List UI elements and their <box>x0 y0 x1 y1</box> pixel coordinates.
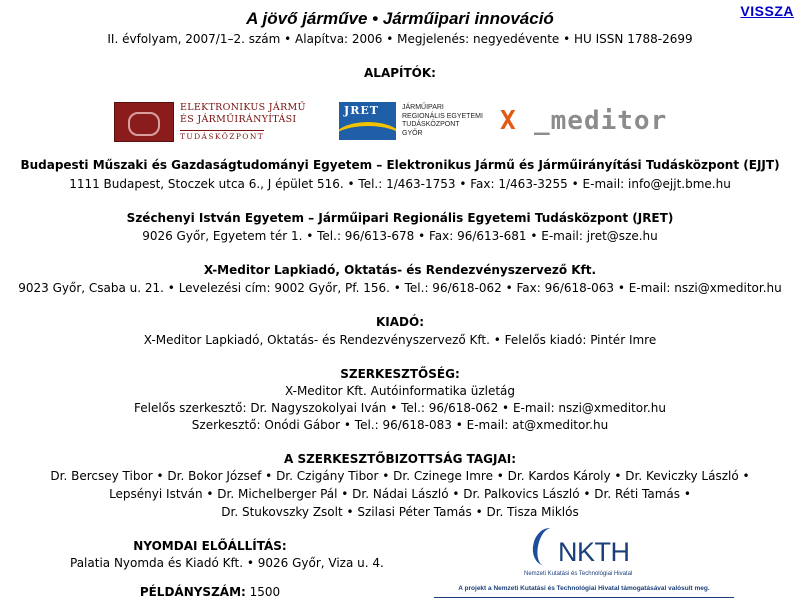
founder-1-address: 1111 Budapest, Stoczek utca 6., J épület 516. • Tel.: 1/463-1753 • Fax: 1/463-3255 • E-mail: info@ejjt.bme.hu <box>69 177 731 191</box>
xmeditor-logo-x: X <box>500 106 516 136</box>
copies-value: 1500 <box>249 585 281 599</box>
founder-2-address: 9026 Győr, Egyetem tér 1. • Tel.: 96/613-678 • Fax: 96/613-681 • E-mail: jret@sze.hu <box>142 229 658 243</box>
copies-label: PÉLDÁNYSZÁM: <box>139 585 246 599</box>
ejjt-logo-line3: TUDÁSKÖZPONT <box>180 132 265 141</box>
founder-logos <box>0 100 800 142</box>
editorial-line1: X-Meditor Kft. Autóinformatika üzletág <box>284 384 516 398</box>
publisher-heading: KIADÓ: <box>375 315 424 329</box>
jret-logo <box>339 100 489 142</box>
founders-heading: ALAPÍTÓK: <box>364 66 436 80</box>
journal-title: A jövő járműve • Járműipari innováció <box>246 9 554 28</box>
printing-heading: NYOMDAI ELŐÁLLÍTÁS: <box>133 539 287 553</box>
ejjt-logo <box>114 100 344 142</box>
nkth-divider <box>434 597 734 598</box>
jret-mark: JRET <box>344 104 379 117</box>
jret-logo-line4: GYŐR <box>402 129 423 137</box>
jret-logo-line3: TUDÁSKÖZPONT <box>402 121 460 128</box>
board-line3: Dr. Stukovszky Zsolt • Szilasi Péter Tamás • Dr. Tisza Miklós <box>221 505 579 519</box>
board-heading: A SZERKESZTŐBIZOTTSÁG TAGJAI: <box>284 452 516 466</box>
board-line2: Lepsényi István • Dr. Michelberger Pál • Dr. Nádai László • Dr. Palkovics László • Dr. Réti Tamás • <box>109 487 691 501</box>
publisher-text: X-Meditor Lapkiadó, Oktatás- és Rendezvényszervező Kft. • Felelős kiadó: Pintér Imre <box>143 333 657 347</box>
printing-text: Palatia Nyomda és Kiadó Kft. • 9026 Győr, Viza u. 4. <box>70 556 384 570</box>
jret-logo-line2: REGIONÁLIS EGYETEMI <box>402 112 483 120</box>
xmeditor-logo <box>500 100 710 142</box>
founder-3-name: X-Meditor Lapkiadó, Oktatás- és Rendezvényszervező Kft. <box>203 263 597 277</box>
nkth-support-note: A projekt a Nemzeti Kutatási és Technológiai Hivatal támogatásával valósult meg. <box>458 585 710 592</box>
founder-3-address: 9023 Győr, Csaba u. 21. • Levelezési cím: 9002 Győr, Pf. 156. • Tel.: 96/618-062 • Fax: 96/618-063 • E-mail: nszi@xmeditor.hu <box>18 281 782 295</box>
jret-emblem-icon <box>339 102 396 140</box>
jret-logo-line1: JÁRMŰIPARI <box>402 104 444 111</box>
editorial-line3: Szerkesztő: Onódi Gábor • Tel.: 96/618-083 • E-mail: at@xmeditor.hu <box>191 418 609 432</box>
nkth-full-name: Nemzeti Kutatási és Technológiai Hivatal <box>524 571 633 577</box>
ejjt-logo-line1: ELEKTRONIKUS JÁRMŰ <box>180 102 306 113</box>
board-line1: Dr. Bercsey Tibor • Dr. Bokor József • Dr. Czigány Tibor • Dr. Czinege Imre • Dr. Kardos Károly • Dr. Keviczky László • <box>50 469 750 483</box>
founder-2-name: Széchenyi István Egyetem – Járműipari Regionális Egyetemi Tudásközpont (JRET) <box>126 211 674 225</box>
nkth-wordmark: NKTH <box>558 537 630 567</box>
ejjt-logo-line2: ÉS JÁRMŰIRÁNYÍTÁSI <box>180 114 297 125</box>
journal-subtitle: II. évfolyam, 2007/1–2. szám • Alapítva: 2006 • Megjelenés: negyedévente • HU ISSN 1788-2699 <box>107 32 693 46</box>
editorial-heading: SZERKESZTŐSÉG: <box>340 367 460 381</box>
nkth-logo <box>434 525 734 603</box>
back-link[interactable]: VISSZA <box>740 3 794 19</box>
copies <box>70 585 350 599</box>
xmeditor-logo-word: _meditor <box>534 106 668 136</box>
ejjt-emblem-icon <box>114 102 174 142</box>
founder-1-name: Budapesti Műszaki és Gazdaságtudományi Egyetem – Elektronikus Jármű és Járműirányítási Tudásközpont (EJJT) <box>20 158 780 172</box>
editorial-line2: Felelős szerkesztő: Dr. Nagyszokolyai Iván • Tel.: 96/618-062 • E-mail: nszi@xmeditor.hu <box>134 401 666 415</box>
